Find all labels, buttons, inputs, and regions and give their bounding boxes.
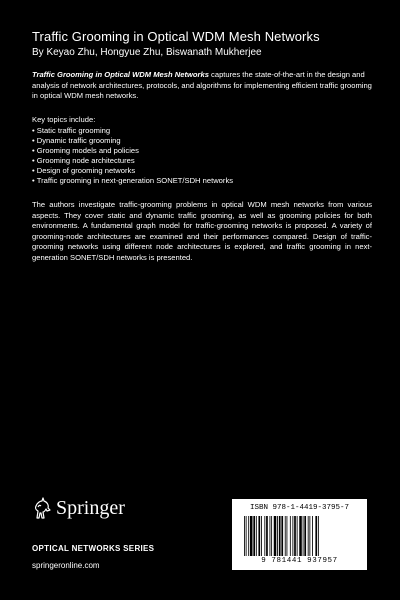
barcode-bar bbox=[274, 516, 277, 556]
barcode-bar bbox=[290, 516, 291, 556]
barcode-bar bbox=[253, 516, 255, 556]
springer-logo bbox=[32, 497, 125, 519]
barcode-bar bbox=[244, 516, 245, 556]
barcode-box bbox=[232, 499, 367, 570]
key-topics-label: Key topics include: bbox=[32, 115, 96, 124]
barcode-bars bbox=[244, 516, 355, 556]
publisher-url: springeronline.com bbox=[32, 561, 100, 570]
topic-item: • Design of grooming networks bbox=[32, 166, 233, 176]
barcode-bar bbox=[315, 516, 317, 556]
topic-item: • Grooming models and policies bbox=[32, 146, 233, 156]
topic-item: • Traffic grooming in next-generation SONET/SDH networks bbox=[32, 176, 233, 186]
publisher-name: Springer bbox=[56, 497, 125, 519]
barcode-bar bbox=[279, 516, 281, 556]
intro-title: Traffic Grooming in Optical WDM Mesh Networks bbox=[32, 70, 209, 79]
isbn-text: ISBN 978-1-4419-3795-7 bbox=[249, 504, 350, 512]
barcode-bar bbox=[303, 516, 304, 556]
ean-digits: 9 781441 937957 bbox=[261, 557, 338, 565]
barcode-bar bbox=[318, 516, 319, 556]
barcode-bar bbox=[287, 516, 288, 556]
barcode-bar bbox=[312, 516, 313, 556]
barcode-bar bbox=[292, 516, 293, 556]
barcode-bar bbox=[277, 516, 278, 556]
book-title: Traffic Grooming in Optical WDM Mesh Networks bbox=[32, 29, 320, 44]
barcode-bar bbox=[270, 516, 271, 556]
barcode-bar bbox=[271, 516, 272, 556]
barcode-bar bbox=[285, 516, 286, 556]
barcode-bar bbox=[246, 516, 247, 556]
barcode-bar bbox=[261, 516, 262, 556]
barcode-bar bbox=[281, 516, 283, 556]
barcode-bar bbox=[256, 516, 257, 556]
topic-item: • Grooming node architectures bbox=[32, 156, 233, 166]
description-paragraph: The authors investigate traffic-grooming problems in optical WDM mesh networks from various aspects. They cover static and dynamic traffic grooming, as well as grooming policies for both environments. A fundamental graph model for traffic-grooming networks is proposed. A variety of grooming-node architectures are examined and their performances compared. Design of traffic-grooming networks using different node architectures is explored, and traffic grooming in next-generation SONET/SDH networks is presented. bbox=[32, 200, 372, 262]
intro-text: captures the state-of-the-art in the design and analysis of network architectures, protocols, and algorithms for implementing efficient traffic grooming in optical WDM mesh networks. bbox=[32, 70, 372, 100]
topic-item: • Dynamic traffic grooming bbox=[32, 136, 233, 146]
barcode-bar bbox=[299, 516, 302, 556]
topic-item: • Static traffic grooming bbox=[32, 126, 233, 136]
series-name: OPTICAL NETWORKS SERIES bbox=[32, 544, 155, 553]
barcode-bar bbox=[250, 516, 253, 556]
intro-paragraph bbox=[32, 70, 372, 102]
barcode-bar bbox=[304, 516, 306, 556]
barcode-bar bbox=[258, 516, 260, 556]
barcode-bar bbox=[248, 516, 249, 556]
springer-horse-icon bbox=[32, 497, 52, 519]
book-authors: By Keyao Zhu, Hongyue Zhu, Biswanath Mukherjee bbox=[32, 47, 262, 58]
barcode-bar bbox=[264, 516, 265, 556]
barcode-bar bbox=[266, 516, 268, 556]
barcode-bar bbox=[297, 516, 298, 556]
barcode-bar bbox=[308, 516, 309, 556]
key-topics-list bbox=[32, 126, 233, 185]
barcode-bar bbox=[309, 516, 310, 556]
barcode-bar bbox=[294, 516, 296, 556]
